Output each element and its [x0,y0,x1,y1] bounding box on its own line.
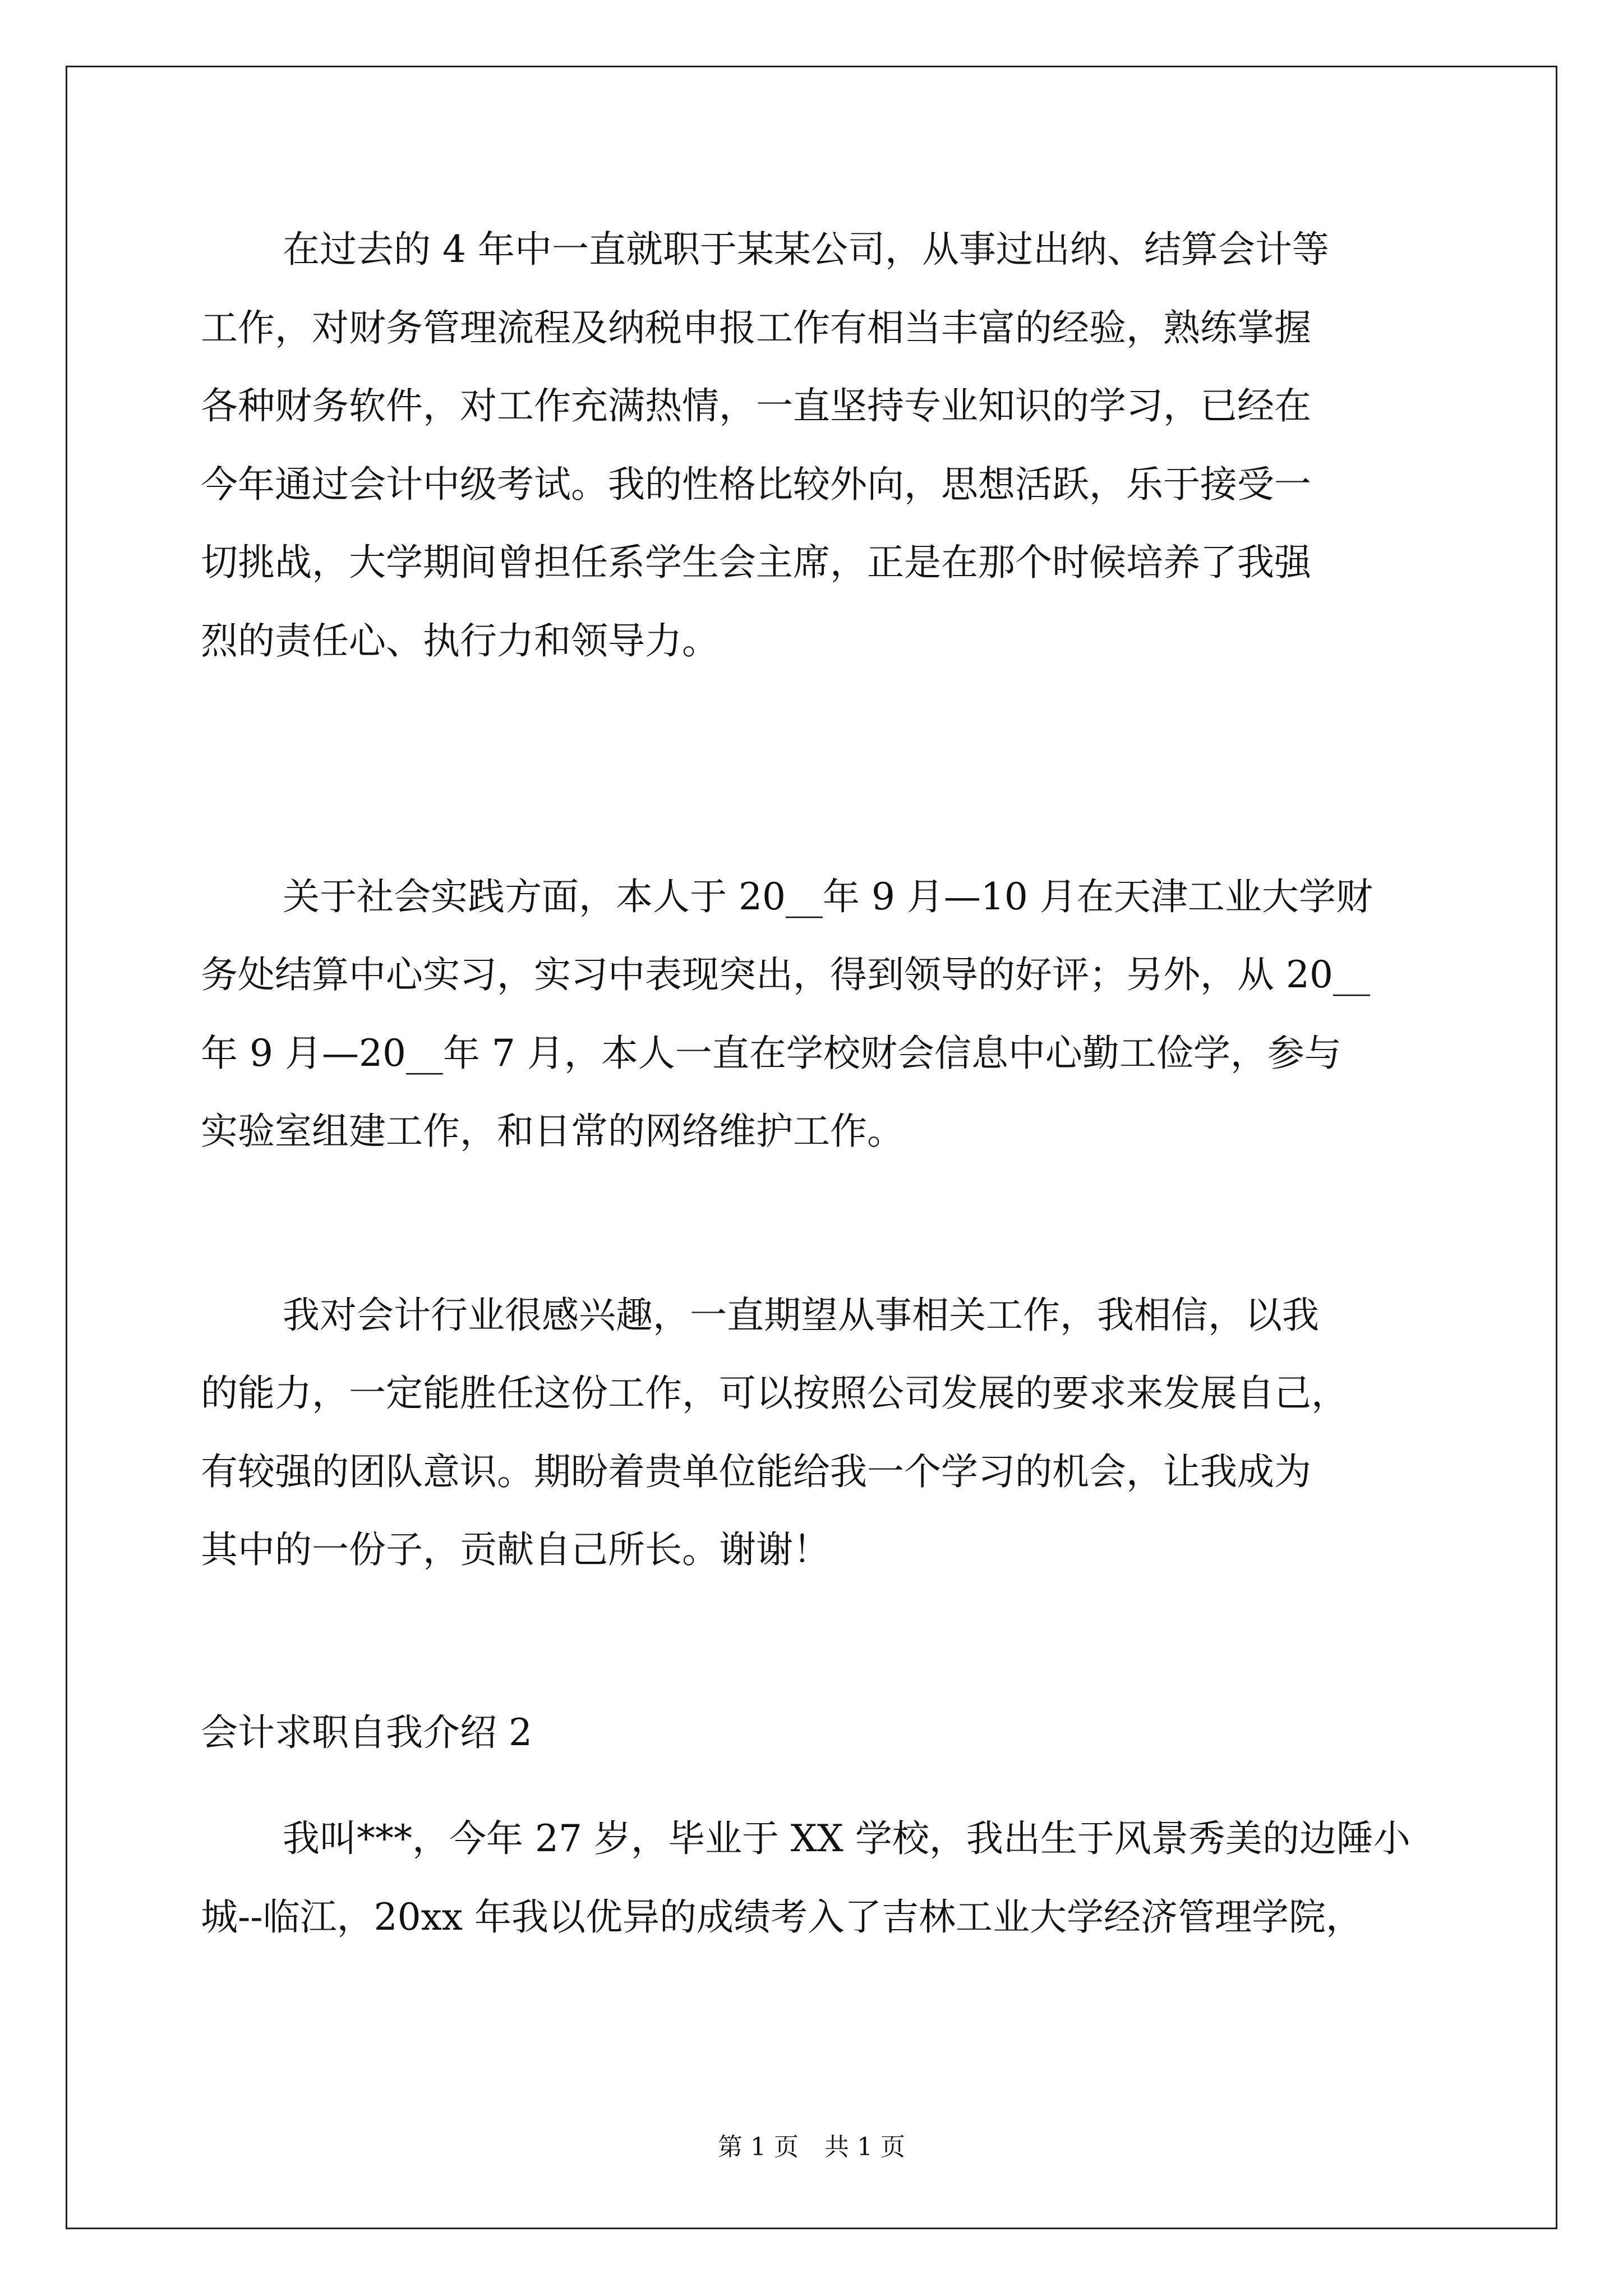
page-total: 共 1 页 [824,2133,905,2161]
paragraph-line: 各种财务软件，对工作充满热情，一直坚持专业知识的学习，已经在 [201,384,1311,427]
paragraph-line: 工作，对财务管理流程及纳税申报工作有相当丰富的经验，熟练掌握 [201,306,1311,349]
paragraph-line: 的能力，一定能胜任这份工作，可以按照公司发展的要求来发展自己， [201,1372,1348,1415]
paragraph-line: 我对会计行业很感兴趣，一直期望从事相关工作，我相信，以我 [283,1294,1319,1337]
paragraph-line: 我叫***，今年 27 岁，毕业于 XX 学校，我出生于风景秀美的边陲小 [283,1817,1410,1860]
paragraph-line: 城--临江，20xx 年我以优异的成绩考入了吉林工业大学经济管理学院， [201,1895,1363,1939]
page-number: 第 1 页 [718,2133,799,2161]
page-footer [0,2132,1623,2163]
paragraph-line: 在过去的 4 年中一直就职于某某公司，从事过出纳、结算会计等 [283,228,1329,271]
paragraph-line: 年 9 月—20__年 7 月，本人一直在学校财会信息中心勤工俭学，参与 [201,1032,1341,1075]
paragraph-line: 有较强的团队意识。期盼着贵单位能给我一个学习的机会，让我成为 [201,1450,1311,1493]
paragraph-line: 其中的一份子，贡献自己所长。谢谢！ [201,1528,830,1571]
paragraph-line: 实验室组建工作，和日常的网络维护工作。 [201,1110,904,1153]
paragraph-line: 今年通过会计中级考试。我的性格比较外向，思想活跃，乐于接受一 [201,463,1311,506]
paragraph-line: 烈的责任心、执行力和领导力。 [201,619,719,662]
paragraph-line: 务处结算中心实习，实习中表现突出，得到领导的好评；另外，从 20__ [201,953,1370,996]
section-heading: 会计求职自我介绍 2 [201,1711,532,1754]
paragraph-line: 切挑战，大学期间曾担任系学生会主席，正是在那个时候培养了我强 [201,541,1311,584]
paragraph-line: 关于社会实践方面，本人于 20__年 9 月—10 月在天津工业大学财 [283,875,1373,918]
